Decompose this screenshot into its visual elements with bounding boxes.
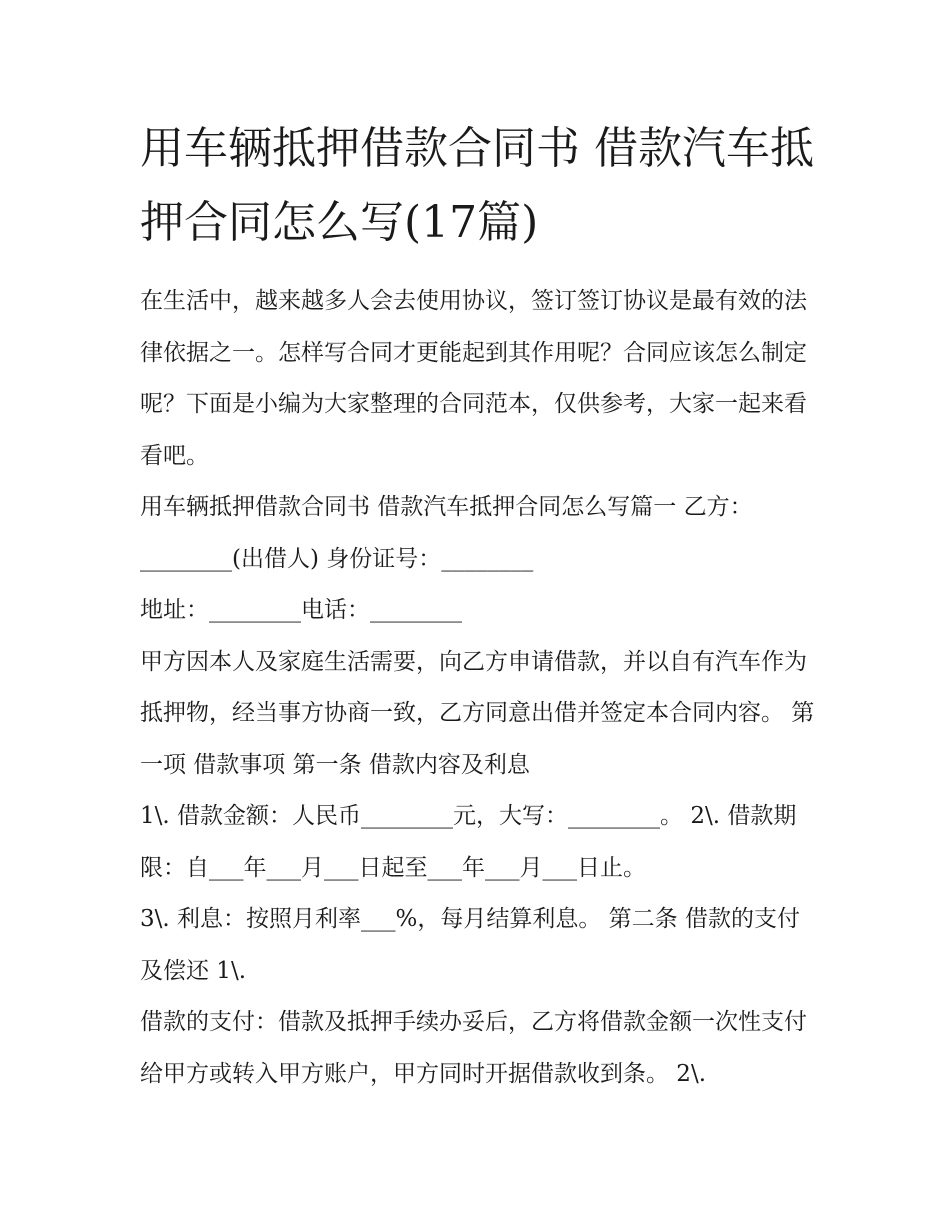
paragraph-purpose: 甲方因本人及家庭生活需要，向乙方申请借款，并以自有汽车作为抵押物，经当事方协商一致，乙方同意出借并签定本合同内容。 第一项 借款事项 第一条 借款内容及利息 [140, 648, 815, 778]
paragraph-amount-term: 1\. 借款金额：人民币________元，大写：________。 2\. 借款期限：自___年___月___日起至___年___月___日止。 [140, 803, 797, 881]
paragraph-interest: 3\. 利息：按照月利率___%，每月结算利息。 第二条 借款的支付及偿还 1\. [140, 906, 800, 984]
document-page [140, 112, 820, 1100]
paragraph-intro: 在生活中，越来越多人会去使用协议，签订签订协议是最有效的法律依据之一。怎样写合同才更能起到其作用呢？合同应该怎么制定呢？下面是小编为大家整理的合同范本，仅供参考，大家一起来看看吧。 [140, 288, 807, 469]
paragraph-payment: 借款的支付：借款及抵押手续办妥后，乙方将借款金额一次性支付给甲方或转入甲方账户，甲方同时开据借款收到条。 2\. [140, 1009, 807, 1087]
paragraph-lender-info: 用车辆抵押借款合同书 借款汽车抵押合同怎么写篇一 乙方：________(出借人) 身份证号：________ [140, 494, 753, 572]
paragraph-address-phone: 地址：________电话：________ [140, 597, 462, 623]
document-body [140, 276, 820, 1100]
document-title: 用车辆抵押借款合同书 借款汽车抵押合同怎么写(17篇) [140, 123, 814, 248]
